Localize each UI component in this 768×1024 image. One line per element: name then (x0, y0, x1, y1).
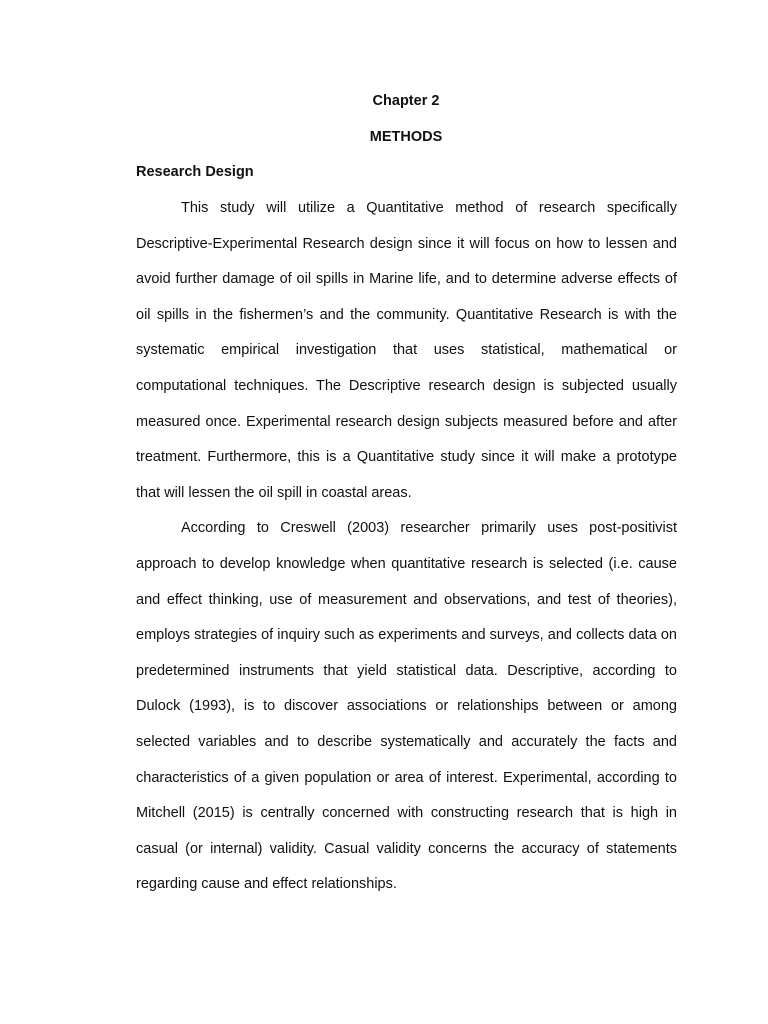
section-heading: Research Design (136, 164, 254, 180)
chapter-label: Chapter 2 (372, 93, 440, 109)
body-text (136, 191, 677, 903)
paragraph-creswell: According to Creswell (2003) researcher primarily uses post-positivist approach to develop knowledge when quantitative research is selected (i.e. cause and effect thinking, use of measurement and observations, and test of theories), employs strategies of inquiry such as experiments and surveys, and collects data on predetermined instruments that yield statistical data. Descriptive, according to Dulock (1993), is to discover associations or relationships between or among selected variables and to describe systematically and accurately the facts and characteristics of a given population or area of interest. Experimental, according to Mitchell (2015) is centrally concerned with constructing research that is high in casual (or internal) validity. Casual validity concerns the accuracy of statements regarding cause and effect relationships. (136, 520, 677, 893)
paragraph-research-design: This study will utilize a Quantitative method of research specifically Descriptive-Experimental Research design since it will focus on how to lessen and avoid further damage of oil spills in Marine life, and to determine adverse effects of oil spills in the fishermen’s and the community. Quantitative Research is with the systematic empirical investigation that uses statistical, mathematical or computational techniques. The Descriptive research design is subjected usually measured once. Experimental research design subjects measured before and after treatment. Furthermore, this is a Quantitative study since it will make a prototype that will lessen the oil spill in coastal areas. (136, 200, 677, 501)
chapter-title: METHODS (369, 129, 443, 145)
